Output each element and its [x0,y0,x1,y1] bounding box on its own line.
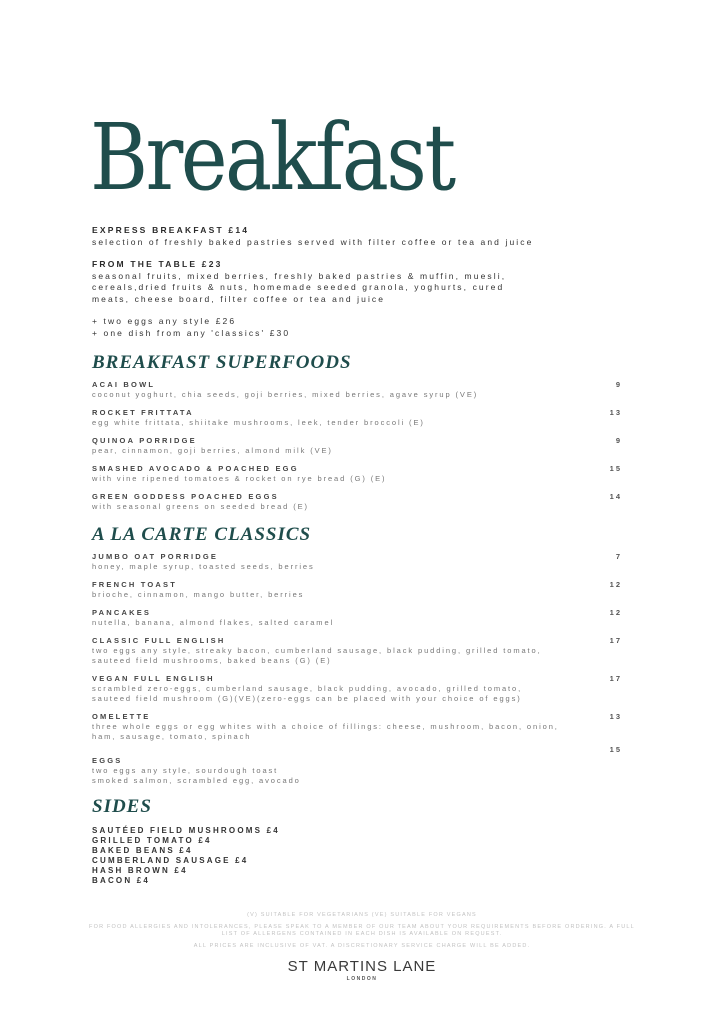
item-price: 9 [615,380,622,389]
addons [92,316,652,339]
side-item: CUMBERLAND SAUSAGE £4 [92,856,249,865]
item-price: 12 [609,608,622,617]
allergen-footer [80,912,644,955]
brand-logo [0,958,724,983]
item-name: JUMBO OAT PORRIDGE [92,552,219,561]
item-name: QUINOA PORRIDGE [92,436,197,445]
item-desc: three whole eggs or egg whites with a choice of fillings: cheese, mushroom, bacon, onion, [92,722,559,731]
item-price: 17 [609,636,622,645]
menu-item [92,674,622,704]
item-name: GREEN GODDESS POACHED EGGS [92,492,279,501]
side-item: HASH BROWN £4 [92,866,188,875]
side-item: BAKED BEANS £4 [92,846,193,855]
item-name: CLASSIC FULL ENGLISH [92,636,226,645]
item-price: 7 [615,552,622,561]
from-table-line: cereals,dried fruits & nuts, homemade seeded granola, yoghurts, cured [92,282,505,292]
menu-item [92,380,622,400]
section-title: BREAKFAST SUPERFOODS [92,352,352,373]
brand-location: LONDON [346,976,378,982]
item-price: 9 [615,436,622,445]
item-price: 15 [609,745,622,754]
from-the-table [92,259,652,305]
item-desc: egg white frittata, shiitake mushrooms, leek, tender broccoli (E) [92,418,425,427]
item-name: SMASHED AVOCADO & POACHED EGG [92,464,299,473]
menu-title: Breakfast [90,104,454,211]
express-text: selection of freshly baked pastries served with filter coffee or tea and juice [92,236,534,247]
addon-line: + one dish from any 'classics' £30 [92,327,291,338]
item-desc: ham, sausage, tomato, spinach [92,732,252,741]
menu-item [92,580,622,600]
item-name: OMELETTE [92,712,151,721]
item-name: ROCKET FRITTATA [92,408,194,417]
menu-item [92,552,622,572]
price-note: ALL PRICES ARE INCLUSIVE OF VAT. A DISCRETIONARY SERVICE CHARGE WILL BE ADDED. [193,943,531,949]
allergen-note: FOR FOOD ALLERGIES AND INTOLERANCES, PLEASE SPEAK TO A MEMBER OF OUR TEAM ABOUT YOUR REQUIREMENTS BEFORE ORDERING. A FULL LIST OF ALLERGENS CONTAINED IN EACH DISH IS AVAILABLE ON REQUEST. [89,924,635,937]
item-name: PANCAKES [92,608,152,617]
from-table-heading: FROM THE TABLE £23 [92,259,223,269]
menu-item [92,636,622,666]
item-desc: two eggs any style, streaky bacon, cumberland sausage, black pudding, grilled tomato, [92,646,542,655]
addon-line: + two eggs any style £26 [92,316,237,326]
item-desc: pear, cinnamon, goji berries, almond milk (VE) [92,446,333,455]
menu-item [92,492,622,512]
item-desc: smoked salmon, scrambled egg, avocado [92,776,301,785]
item-desc: honey, maple syrup, toasted seeds, berries [92,562,315,571]
from-table-line: meats, cheese board, filter coffee or tea and juice [92,293,386,304]
item-price: 13 [609,408,622,417]
dietary-key: (V) SUITABLE FOR VEGETARIANS (VE) SUITABLE FOR VEGANS [247,912,477,918]
item-desc: brioche, cinnamon, mango butter, berries [92,590,305,599]
menu-item [92,464,622,484]
section-superfoods [92,352,622,520]
item-price: 12 [609,580,622,589]
express-heading: EXPRESS BREAKFAST £14 [92,225,250,235]
from-table-line: seasonal fruits, mixed berries, freshly baked pastries & muffin, muesli, [92,270,507,281]
item-name: ACAI BOWL [92,380,156,389]
item-name: VEGAN FULL ENGLISH [92,674,215,683]
menu-item [92,436,622,456]
item-price: 14 [609,492,622,501]
section-sides [92,796,622,886]
menu-item [92,608,622,628]
item-price: 13 [609,712,622,721]
side-item: BACON £4 [92,876,151,885]
item-desc: two eggs any style, sourdough toast [92,766,279,775]
item-desc: sauteed field mushrooms, baked beans (G) (E) [92,656,332,665]
item-name: EGGS [92,756,123,765]
section-title: A LA CARTE CLASSICS [92,524,312,545]
item-desc: with seasonal greens on seeded bread (E) [92,502,309,511]
intro-offers [92,225,652,350]
item-name: FRENCH TOAST [92,580,178,589]
menu-item [92,742,622,786]
section-classics [92,524,622,794]
menu-item [92,408,622,428]
item-desc: scrambled zero-eggs, cumberland sausage, black pudding, avocado, grilled tomato, [92,684,523,693]
side-item: SAUTÉED FIELD MUSHROOMS £4 [92,826,280,835]
menu-item [92,712,622,742]
item-price: 15 [609,464,622,473]
item-price: 17 [609,674,622,683]
item-desc: nutella, banana, almond flakes, salted caramel [92,618,335,627]
item-desc: coconut yoghurt, chia seeds, goji berries, mixed berries, agave syrup (VE) [92,390,479,399]
item-desc: sauteed field mushroom (G)(VE)(zero-eggs can be placed with your choice of eggs) [92,694,522,703]
brand-name: ST MARTINS LANE [287,958,437,975]
side-item: GRILLED TOMATO £4 [92,836,212,845]
item-desc: with vine ripened tomatoes & rocket on rye bread (G) (E) [92,474,387,483]
express-breakfast [92,225,652,248]
section-title: SIDES [92,796,152,817]
